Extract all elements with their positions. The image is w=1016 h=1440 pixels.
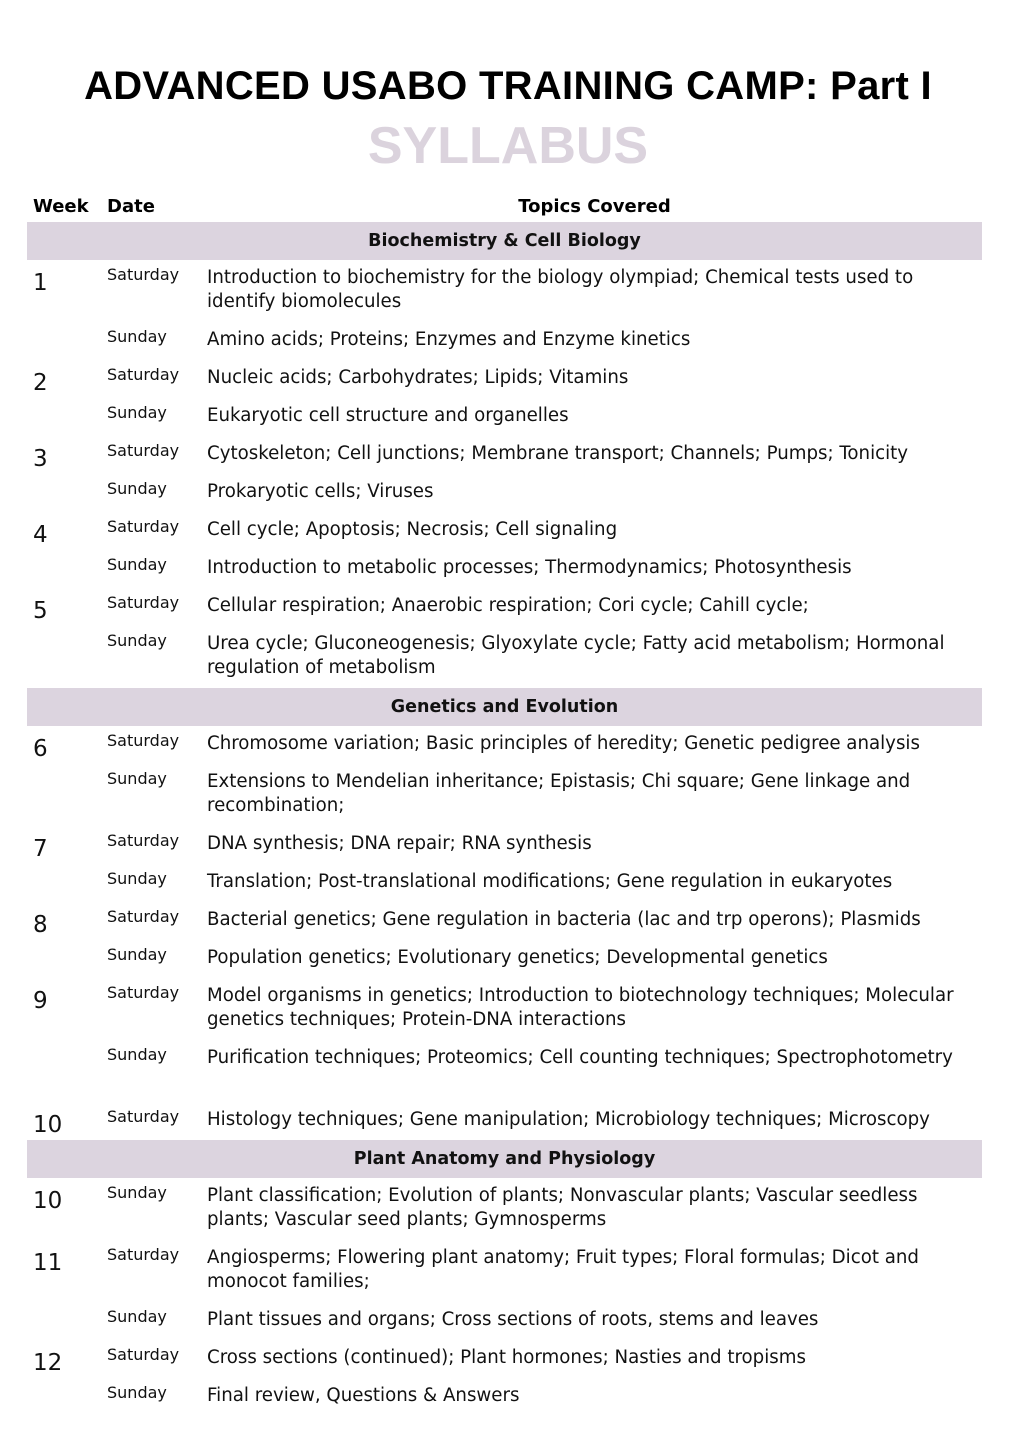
date-cell: Saturday xyxy=(107,907,180,926)
date-cell: Sunday xyxy=(107,1183,167,1202)
topics-cell: Chromosome variation; Basic principles of heredity; Genetic pedigree analysis xyxy=(207,733,920,754)
table-row xyxy=(27,764,982,826)
section-header: Genetics and Evolution xyxy=(27,688,982,726)
topics-cell: Prokaryotic cells; Viruses xyxy=(207,481,434,502)
table-row xyxy=(27,588,982,626)
table-body xyxy=(27,222,982,1416)
table-row xyxy=(27,726,982,764)
week-cell: 5 xyxy=(33,598,48,624)
date-cell: Sunday xyxy=(107,869,167,888)
topics-cell: Purification techniques; Proteomics; Cell counting techniques; Spectrophotometry xyxy=(207,1047,953,1068)
date-cell: Saturday xyxy=(107,731,180,750)
week-cell: 12 xyxy=(33,1350,63,1376)
week-cell xyxy=(27,940,107,951)
section-header: Plant Anatomy and Physiology xyxy=(27,1140,982,1178)
week-cell xyxy=(27,764,107,775)
topics-cell: Extensions to Mendelian inheritance; Epistasis; Chi square; Gene linkage and recombination; xyxy=(207,771,911,816)
topics-cell: Cellular respiration; Anaerobic respiration; Cori cycle; Cahill cycle; xyxy=(207,595,809,616)
table-header xyxy=(27,190,982,222)
topics-cell: Cell cycle; Apoptosis; Necrosis; Cell signaling xyxy=(207,519,618,540)
date-cell: Saturday xyxy=(107,593,180,612)
week-cell xyxy=(27,322,107,333)
header-date: Date xyxy=(107,195,155,217)
topics-cell: Final review, Questions & Answers xyxy=(207,1385,520,1406)
date-cell: Saturday xyxy=(107,1245,180,1264)
topics-cell: Urea cycle; Gluconeogenesis; Glyoxylate cycle; Fatty acid metabolism; Hormonal regulation of metabolism xyxy=(207,633,945,678)
topics-cell: Introduction to biochemistry for the biology olympiad; Chemical tests used to identify biomolecules xyxy=(207,267,914,312)
topics-cell: Population genetics; Evolutionary genetics; Developmental genetics xyxy=(207,947,828,968)
week-cell: 4 xyxy=(33,522,48,548)
date-cell: Saturday xyxy=(107,441,180,460)
topics-cell: Plant tissues and organs; Cross sections of roots, stems and leaves xyxy=(207,1309,819,1330)
week-cell xyxy=(27,398,107,409)
week-cell: 10 xyxy=(33,1112,63,1138)
table-row xyxy=(27,940,982,978)
week-cell: 8 xyxy=(33,912,48,938)
topics-cell: Model organisms in genetics; Introduction to biotechnology techniques; Molecular genetics techniques; Protein-DNA interactions xyxy=(207,985,954,1030)
document-subtitle: SYLLABUS xyxy=(367,117,649,175)
topics-cell: Introduction to metabolic processes; Thermodynamics; Photosynthesis xyxy=(207,557,852,578)
header-topics: Topics Covered xyxy=(518,195,671,217)
week-cell: 1 xyxy=(33,270,48,296)
date-cell: Saturday xyxy=(107,365,180,384)
date-cell: Sunday xyxy=(107,769,167,788)
date-cell: Sunday xyxy=(107,1383,167,1402)
topics-cell: DNA synthesis; DNA repair; RNA synthesis xyxy=(207,833,592,854)
syllabus-table xyxy=(27,190,982,1416)
date-cell: Sunday xyxy=(107,403,167,422)
date-cell: Sunday xyxy=(107,631,167,650)
week-cell xyxy=(27,474,107,485)
header-week: Week xyxy=(33,195,89,217)
date-cell: Sunday xyxy=(107,555,167,574)
week-cell xyxy=(27,550,107,561)
date-cell: Sunday xyxy=(107,327,167,346)
table-row xyxy=(27,474,982,512)
topics-cell: Cytoskeleton; Cell junctions; Membrane transport; Channels; Pumps; Tonicity xyxy=(207,443,909,464)
topics-cell: Angiosperms; Flowering plant anatomy; Fruit types; Floral formulas; Dicot and monocot families; xyxy=(207,1247,919,1292)
week-cell: 10 xyxy=(33,1188,63,1214)
section-header: Biochemistry & Cell Biology xyxy=(27,222,982,260)
table-row xyxy=(27,550,982,588)
table-row xyxy=(27,512,982,550)
topics-cell: Bacterial genetics; Gene regulation in bacteria (lac and trp operons); Plasmids xyxy=(207,909,921,930)
topics-cell: Nucleic acids; Carbohydrates; Lipids; Vitamins xyxy=(207,367,629,388)
document-title: ADVANCED USABO TRAINING CAMP: Part I xyxy=(84,64,932,108)
date-cell: Saturday xyxy=(107,1107,180,1126)
week-cell: 7 xyxy=(33,836,48,862)
table-row xyxy=(27,398,982,436)
table-row xyxy=(27,978,982,1040)
table-row xyxy=(27,864,982,902)
table-row xyxy=(27,1340,982,1378)
topics-cell: Translation; Post-translational modifications; Gene regulation in eukaryotes xyxy=(207,871,893,892)
date-cell: Saturday xyxy=(107,517,180,536)
date-cell: Sunday xyxy=(107,945,167,964)
table-row xyxy=(27,322,982,360)
week-cell xyxy=(27,1302,107,1313)
week-cell: 2 xyxy=(33,370,48,396)
date-cell: Sunday xyxy=(107,479,167,498)
table-row xyxy=(27,826,982,864)
week-cell xyxy=(27,864,107,875)
table-row xyxy=(27,1240,982,1302)
week-cell xyxy=(27,1378,107,1389)
table-row xyxy=(27,436,982,474)
topics-cell: Cross sections (continued); Plant hormones; Nasties and tropisms xyxy=(207,1347,806,1368)
week-cell: 3 xyxy=(33,446,48,472)
topics-cell: Eukaryotic cell structure and organelles xyxy=(207,405,569,426)
week-cell xyxy=(27,1040,107,1051)
topics-cell: Plant classification; Evolution of plants; Nonvascular plants; Vascular seedless plants; Vascular seed plants; Gymnosperms xyxy=(207,1185,918,1230)
date-cell: Sunday xyxy=(107,1045,167,1064)
date-cell: Saturday xyxy=(107,265,180,284)
table-row xyxy=(27,902,982,940)
table-row xyxy=(27,626,982,688)
table-row xyxy=(27,260,982,322)
table-row xyxy=(27,360,982,398)
date-cell: Saturday xyxy=(107,831,180,850)
week-cell: 11 xyxy=(33,1250,63,1276)
table-row xyxy=(27,1102,982,1140)
table-row xyxy=(27,1302,982,1340)
week-cell: 9 xyxy=(33,988,48,1014)
topics-cell: Histology techniques; Gene manipulation; Microbiology techniques; Microscopy xyxy=(207,1109,930,1130)
week-cell: 6 xyxy=(33,736,48,762)
table-row xyxy=(27,1040,982,1102)
week-cell xyxy=(27,626,107,637)
table-row xyxy=(27,1178,982,1240)
topics-cell: Amino acids; Proteins; Enzymes and Enzyme kinetics xyxy=(207,329,691,350)
table-row xyxy=(27,1378,982,1416)
date-cell: Sunday xyxy=(107,1307,167,1326)
date-cell: Saturday xyxy=(107,1345,180,1364)
date-cell: Saturday xyxy=(107,983,180,1002)
